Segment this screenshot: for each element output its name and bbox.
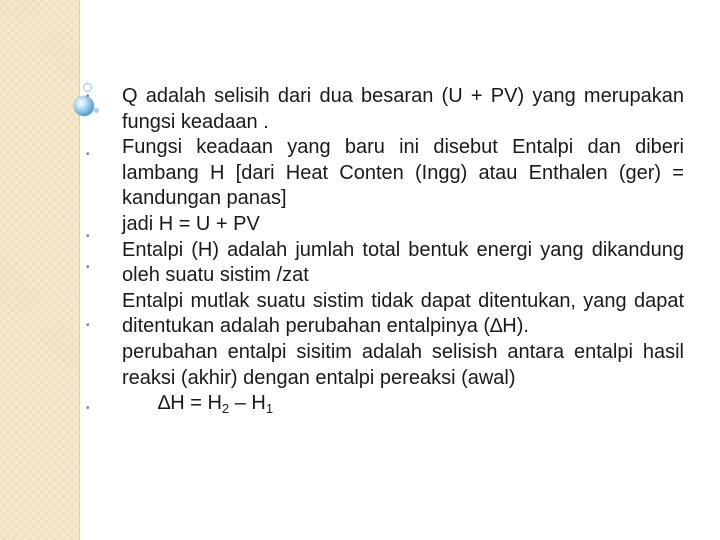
sidebar-divider [79, 0, 80, 540]
decorative-dot-icon [94, 108, 99, 113]
bullet-marker-4: • [86, 262, 90, 273]
decorative-sidebar [0, 0, 80, 540]
bullet-marker-1: • [86, 91, 90, 102]
bullet-marker-5: • [86, 320, 90, 331]
bullet-text-1: Q adalah selisih dari dua besaran (U + PV) yang merupakan fungsi keadaan . [122, 85, 684, 133]
enthalpy-formula [122, 391, 684, 417]
bullet-text-3: jadi H = U + PV [122, 212, 260, 235]
formula-subscript-1: 1 [265, 401, 274, 417]
slide-content [122, 84, 684, 417]
bullet-text-5: Entalpi mutlak suatu sistim tidak dapat ditentukan, yang dapat ditentukan adalah perubahan entalpinya (∆H). [122, 289, 684, 338]
bullet-text-2: Fungsi keadaan yang baru ini disebut Entalpi dan diberi lambang H [dari Heat Conten (Ingg) atau Enthalen (ger) = kandungan panas] [122, 136, 684, 210]
formula-lhs: ∆H = H [158, 392, 222, 415]
formula-subscript-2: 2 [221, 401, 230, 417]
bullet-marker-6: • [86, 403, 90, 414]
bullet-marker-3: • [86, 231, 90, 242]
bullet-text-4: Entalpi (H) adalah jumlah total bentuk energi yang dikandung oleh suatu sistim /zat [122, 238, 684, 287]
formula-mid: – H [229, 392, 266, 415]
bullet-text-6: perubahan entalpi sisitim adalah selisish antara entalpi hasil reaksi (akhir) dengan entalpi pereaksi (awal) [122, 340, 684, 389]
bullet-marker-2: • [86, 149, 90, 160]
